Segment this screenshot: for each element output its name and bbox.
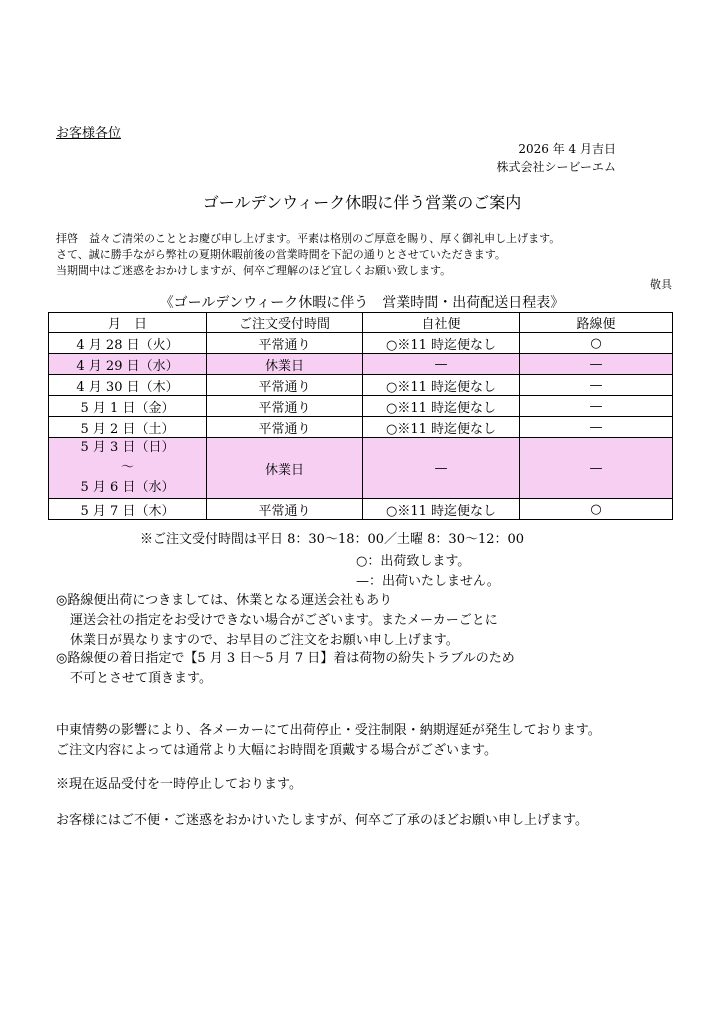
route-delivery-cell: — (520, 396, 673, 417)
hours-cell: 平常通り (207, 375, 363, 396)
hours-cell: 平常通り (207, 499, 363, 520)
date-cell: 4 月 28 日（火） (49, 333, 207, 354)
closing-word: 敬具 (650, 278, 672, 291)
date-cell: 4 月 29 日（水） (49, 354, 207, 375)
date-cell: 5 月 1 日（金） (49, 396, 207, 417)
greeting-line: 当期間中はご迷惑をおかけしますが、何卒ご理解のほど宜しくお願い致します。 (56, 264, 452, 277)
route-delivery-cell: — (520, 375, 673, 396)
route-delivery-cell: — (520, 438, 673, 499)
greeting-line: さて、誠に勝手ながら弊社の夏期休暇前後の営業時間を下記の通りとさせていただきます。 (56, 248, 506, 261)
page-title: ゴールデンウィーク休暇に伴う営業のご案内 (202, 193, 522, 212)
hours-cell: 平常通り (207, 333, 363, 354)
route-notice-line: ◎路線便出荷につきましては、休業となる運送会社もあり (56, 593, 393, 608)
route-notice-line: 休業日が異なりますので、お早目のご注文をお願い申し上げます。 (70, 633, 459, 648)
column-header-route-delivery: 路線便 (520, 313, 673, 333)
schedule-table (48, 312, 673, 520)
date-cell: 5 月 2 日（土） (49, 417, 207, 438)
own-delivery-cell: ○※11 時迄便なし (363, 417, 520, 438)
returns-notice: ※現在返品受付を一時停止しております。 (56, 777, 302, 792)
own-delivery-cell: ○※11 時迄便なし (363, 333, 520, 354)
table-row (49, 438, 673, 499)
own-delivery-cell: ○※11 時迄便なし (363, 375, 520, 396)
hours-note: ※ご注文受付時間は平日 8：30～18：00／土曜 8：30～12：00 (140, 532, 525, 547)
legend-no-ship: —：出荷いたしません。 (356, 574, 500, 589)
hours-cell: 休業日 (207, 354, 363, 375)
column-header-date: 月 日 (49, 313, 207, 333)
table-row (49, 375, 673, 396)
route-notice-line: 運送会社の指定をお受けできない場合がございます。またメーカーごとに (70, 613, 498, 628)
hours-cell: 平常通り (207, 417, 363, 438)
own-delivery-cell: — (363, 438, 520, 499)
table-row (49, 354, 673, 375)
table-header-row (49, 313, 673, 333)
date-range-cell (49, 438, 207, 499)
route-delivery-cell: — (520, 354, 673, 375)
table-row (49, 333, 673, 354)
table-row (49, 499, 673, 520)
addressee: お客様各位 (56, 126, 122, 141)
middle-east-notice-line: 中東情勢の影響により、各メーカーにて出荷停止・受注制限・納期遅延が発生しております。 (56, 723, 601, 738)
legend-ship: ○：出荷致します。 (356, 554, 471, 569)
hours-cell: 休業日 (207, 438, 363, 499)
date-range-end: 5 月 6 日（水） (80, 480, 175, 495)
date-range-separator: ～ (120, 460, 134, 475)
hours-cell: 平常通り (207, 396, 363, 417)
issue-date: 2026 年 4 月吉日 (518, 142, 616, 156)
column-header-own-delivery: 自社便 (363, 313, 520, 333)
middle-east-notice-line: ご注文内容によっては通常より大幅にお時間を頂戴する場合がございます。 (56, 743, 497, 758)
own-delivery-cell: ○※11 時迄便なし (363, 499, 520, 520)
company-name: 株式会社シービーエム (496, 160, 616, 174)
table-row (49, 417, 673, 438)
date-range-start: 5 月 3 日（日） (80, 440, 175, 455)
greeting-line: 拝啓 益々ご清栄のこととお慶び申し上げます。平素は格別のご厚意を賜り、厚く御礼申し上げます。 (56, 232, 561, 245)
route-delivery-cell: ○ (520, 333, 673, 354)
own-delivery-cell: ○※11 時迄便なし (363, 396, 520, 417)
own-delivery-cell: — (363, 354, 520, 375)
column-header-hours: ご注文受付時間 (207, 313, 363, 333)
route-delivery-cell: — (520, 417, 673, 438)
date-cell: 5 月 7 日（木） (49, 499, 207, 520)
schedule-title: 《ゴールデンウィーク休暇に伴う 営業時間・出荷配送日程表》 (159, 295, 565, 311)
route-notice-line: 不可とさせて頂きます。 (70, 671, 212, 686)
route-notice-line: ◎路線便の着日指定で【5 月 3 日～5 月 7 日】着は荷物の紛失トラブルのため (56, 651, 515, 666)
apology-text: お客様にはご不便・ご迷惑をおかけいたしますが、何卒ご了承のほどお願い申し上げます。 (56, 813, 588, 828)
date-cell: 4 月 30 日（木） (49, 375, 207, 396)
route-delivery-cell: ○ (520, 499, 673, 520)
table-row (49, 396, 673, 417)
